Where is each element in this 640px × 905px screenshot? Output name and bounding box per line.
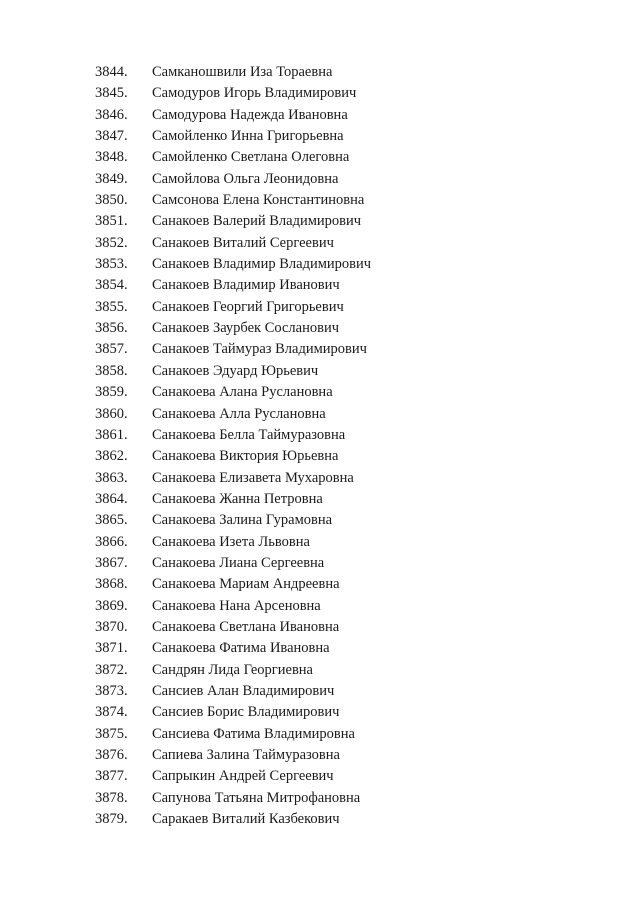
entry-name: Санакоева Светлана Ивановна [152,618,340,635]
name-list [95,64,371,832]
list-item [95,704,371,725]
entry-name: Санакоев Таймураз Владимирович [152,341,367,358]
list-item [95,448,371,469]
entry-number: 3862. [95,448,128,465]
entry-name: Сапиева Залина Таймуразовна [152,747,340,763]
entry-name: Санакоева Фатима Ивановна [152,640,330,657]
entry-name: Санакоева Виктория Юрьевна [152,448,339,465]
entry-number: 3853. [95,256,128,273]
list-item [95,726,371,747]
list-item [95,406,371,427]
entry-number: 3847. [95,128,128,145]
entry-name: Самодурова Надежда Ивановна [152,106,348,123]
entry-name: Санакоева Изета Львовна [152,533,310,550]
list-item [95,384,371,405]
list-item [95,64,371,85]
list-item [95,640,371,661]
entry-name: Санакоев Владимир Иванович [152,277,340,294]
entry-name: Санакоева Лиана Сергеевна [152,554,325,571]
list-item [95,128,371,149]
entry-name: Санакоева Алла Руслановна [152,405,326,422]
entry-number: 3874. [95,704,128,721]
entry-number: 3868. [95,576,128,593]
entry-name: Самойленко Светлана Олеговна [152,149,350,166]
entry-number: 3845. [95,85,128,102]
entry-number: 3856. [95,320,128,337]
list-item [95,149,371,170]
entry-name: Сандрян Лида Георгиевна [152,661,313,678]
entry-name: Санакоева Алана Руслановна [152,384,333,401]
list-item [95,747,371,768]
entry-number: 3872. [95,661,128,678]
entry-number: 3848. [95,149,128,166]
list-item [95,277,371,298]
entry-number: 3873. [95,682,128,699]
list-item [95,555,371,576]
entry-name: Саракаев Виталий Казбекович [152,811,340,828]
list-item [95,256,371,277]
entry-name: Санакоева Залина Гурамовна [152,512,333,529]
entry-name: Санакоев Виталий Сергеевич [152,234,334,251]
entry-number: 3860. [95,405,128,422]
list-item [95,171,371,192]
entry-number: 3863. [95,469,128,486]
list-item [95,192,371,213]
entry-name: Санакоева Елизавета Мухаровна [152,469,354,486]
entry-number: 3865. [95,512,128,529]
entry-number: 3875. [95,725,128,742]
entry-name: Сансиева Фатима Владимировна [152,725,355,742]
list-item [95,534,371,555]
entry-number: 3852. [95,234,128,251]
list-item [95,662,371,683]
list-item [95,341,371,362]
entry-number: 3864. [95,490,128,507]
list-item [95,811,371,832]
entry-name: Санакоев Эдуард Юрьевич [152,362,319,379]
entry-number: 3857. [95,341,128,358]
list-item [95,790,371,811]
list-item [95,363,371,384]
entry-name: Самсонова Елена Константиновна [152,192,365,209]
entry-number: 3878. [95,789,128,806]
entry-name: Санакоева Жанна Петровна [152,490,323,507]
list-item [95,85,371,106]
list-item [95,235,371,256]
entry-name: Санакоев Владимир Владимирович [152,256,372,273]
entry-name: Сапунова Татьяна Митрофановна [152,789,361,806]
list-item [95,768,371,789]
entry-number: 3869. [95,597,128,614]
entry-name: Самойленко Инна Григорьевна [152,128,344,145]
entry-name: Сапрыкин Андрей Сергеевич [152,768,334,785]
list-item [95,683,371,704]
entry-number: 3858. [95,362,128,379]
entry-name: Санакоев Валерий Владимирович [152,213,362,230]
list-item [95,512,371,533]
entry-number: 3871. [95,640,128,657]
entry-number: 3850. [95,192,128,209]
entry-name: Санакоев Заурбек Сосланович [152,320,339,337]
entry-number: 3844. [95,64,128,80]
entry-number: 3854. [95,277,128,294]
entry-number: 3861. [95,426,128,443]
entry-name: Санакоева Нана Арсеновна [152,597,321,614]
list-item [95,470,371,491]
entry-name: Самойлова Ольга Леонидовна [152,170,339,187]
list-item [95,213,371,234]
entry-name: Самканошвили Иза Тораевна [152,64,333,80]
entry-name: Санакоева Белла Таймуразовна [152,426,346,443]
list-item [95,427,371,448]
entry-name: Санакоева Мариам Андреевна [152,576,340,593]
entry-number: 3879. [95,811,128,828]
entry-number: 3849. [95,170,128,187]
entry-number: 3867. [95,554,128,571]
entry-number: 3859. [95,384,128,401]
list-item [95,576,371,597]
entry-number: 3870. [95,618,128,635]
list-item [95,299,371,320]
list-item [95,107,371,128]
entry-name: Санакоев Георгий Григорьевич [152,298,344,315]
entry-name: Сансиев Борис Владимирович [152,704,340,721]
entry-name: Самодуров Игорь Владимирович [152,85,357,102]
list-item [95,598,371,619]
list-item [95,491,371,512]
entry-number: 3846. [95,106,128,123]
entry-name: Сансиев Алан Владимирович [152,682,335,699]
entry-number: 3866. [95,533,128,550]
entry-number: 3855. [95,298,128,315]
entry-number: 3877. [95,768,128,785]
list-item [95,619,371,640]
entry-number: 3851. [95,213,128,230]
list-item [95,320,371,341]
entry-number: 3876. [95,747,128,763]
